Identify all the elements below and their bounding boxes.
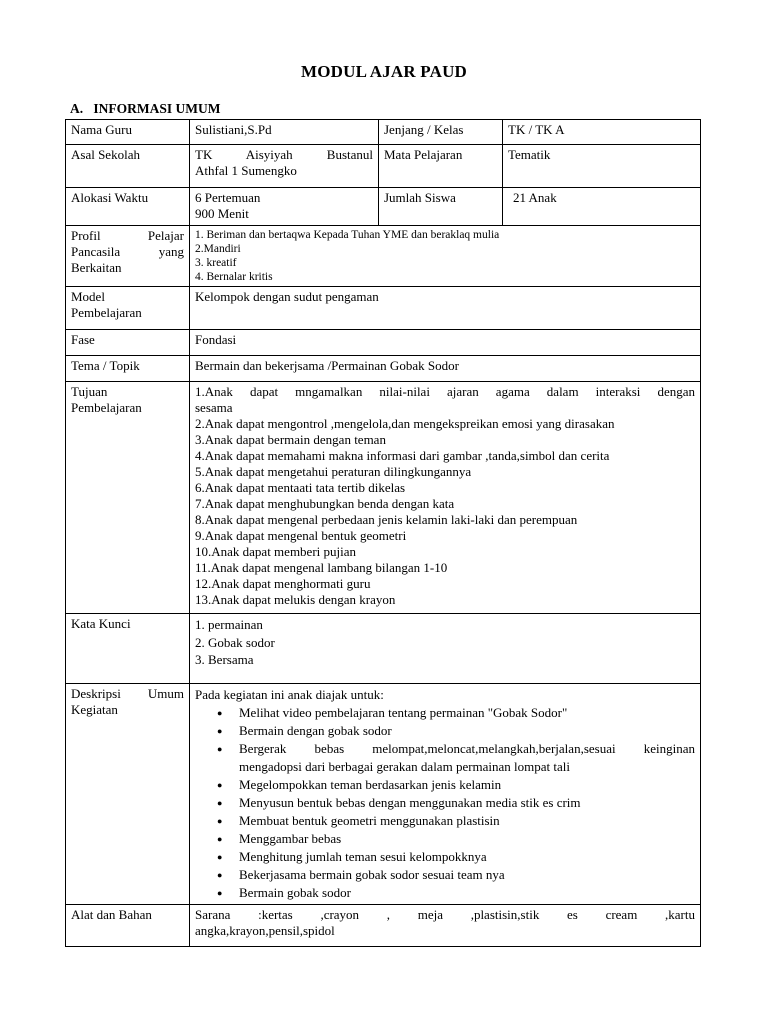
- tujuan-item: 9.Anak dapat mengenal bentuk geometri: [195, 528, 407, 543]
- row-alat-bahan: [66, 905, 701, 947]
- profil-item: 3. kreatif: [195, 257, 237, 269]
- value-asal-sekolah: [190, 145, 379, 188]
- label-deskripsi-line2: Kegiatan: [71, 702, 118, 717]
- label-asal-sekolah: Asal Sekolah: [66, 145, 190, 188]
- row-deskripsi: [66, 684, 701, 905]
- tujuan-item: 3.Anak dapat bermain dengan teman: [195, 432, 386, 447]
- deskripsi-list: [195, 704, 695, 902]
- row-fase: [66, 330, 701, 356]
- row-alokasi-waktu: [66, 188, 701, 226]
- tujuan-item: 5.Anak dapat mengetahui peraturan dilingkungannya: [195, 464, 472, 479]
- value-model: Kelompok dengan sudut pengaman: [190, 287, 701, 330]
- label-kata-kunci: Kata Kunci: [66, 614, 190, 684]
- list-item: ● Menggambar bebas: [239, 830, 695, 848]
- value-jumlah-siswa: 21 Anak: [503, 188, 701, 226]
- label-tema: Tema / Topik: [66, 356, 190, 382]
- value-tema: Bermain dan bekerjsama /Permainan Gobak Sodor: [190, 356, 701, 382]
- section-heading: [70, 101, 221, 117]
- tujuan-item: 13.Anak dapat melukis dengan krayon: [195, 592, 396, 607]
- label-profil-line3: Berkaitan: [71, 260, 122, 275]
- value-alokasi-waktu: [190, 188, 379, 226]
- tujuan-item: 7.Anak dapat menghubungkan benda dengan kata: [195, 496, 455, 511]
- value-nama-guru: Sulistiani,S.Pd: [190, 120, 379, 145]
- tujuan-item: 6.Anak dapat mentaati tata tertib dikelas: [195, 480, 406, 495]
- label-jenjang-kelas: Jenjang / Kelas: [379, 120, 503, 145]
- tujuan-item: 10.Anak dapat memberi pujian: [195, 544, 357, 559]
- label-model-line2: Pembelajaran: [71, 305, 142, 320]
- kata-kunci-item: 2. Gobak sodor: [195, 634, 275, 650]
- tujuan-item-cont: sesama: [195, 400, 233, 415]
- label-tujuan-line2: Pembelajaran: [71, 400, 142, 415]
- profil-item: 4. Bernalar kritis: [195, 271, 273, 283]
- list-item: ● Menyusun bentuk bebas dengan menggunakan media stik es crim: [239, 794, 695, 812]
- value-mata-pelajaran: Tematik: [503, 145, 701, 188]
- label-tujuan: [66, 382, 190, 614]
- value-alat-line1: Sarana :kertas ,crayon , meja ,plastisin,stik es cream ,kartu: [195, 907, 695, 922]
- row-model: [66, 287, 701, 330]
- label-model: [66, 287, 190, 330]
- label-deskripsi-line1: Deskripsi Umum: [71, 686, 184, 701]
- profil-item: 2.Mandiri: [195, 243, 241, 255]
- list-item: ● Megelompokkan teman berdasarkan jenis kelamin: [239, 776, 695, 794]
- info-table: [65, 119, 701, 947]
- tujuan-item: 12.Anak dapat menghormati guru: [195, 576, 371, 591]
- kata-kunci-item: 1. permainan: [195, 617, 263, 632]
- list-item: ● Bekerjasama bermain gobak sodor sesuai team nya: [239, 866, 695, 884]
- tujuan-item: 11.Anak dapat mengenal lambang bilangan 1-10: [195, 560, 448, 575]
- deskripsi-intro: Pada kegiatan ini anak diajak untuk:: [195, 687, 384, 702]
- label-model-line1: Model: [71, 289, 105, 304]
- value-alat-line2: angka,krayon,pensil,spidol: [195, 923, 335, 938]
- kata-kunci-item: 3. Bersama: [195, 652, 254, 667]
- row-asal-sekolah: [66, 145, 701, 188]
- section-label: INFORMASI UMUM: [93, 101, 221, 116]
- value-deskripsi: [190, 684, 701, 905]
- value-kata-kunci: [190, 614, 701, 684]
- value-alokasi-line2: 900 Menit: [195, 206, 249, 221]
- value-alokasi-line1: 6 Pertemuan: [195, 190, 261, 205]
- list-item: ● Bermain gobak sodor: [239, 884, 695, 902]
- list-item-line2: mengadopsi dari berbagai gerakan dalam permainan lompat tali: [239, 759, 571, 774]
- label-jumlah-siswa: Jumlah Siswa: [379, 188, 503, 226]
- label-profil-line2: Pancasila yang: [71, 244, 184, 259]
- label-profil-line1: Profil Pelajar: [71, 228, 184, 243]
- label-alat-bahan: Alat dan Bahan: [66, 905, 190, 947]
- label-mata-pelajaran: Mata Pelajaran: [379, 145, 503, 188]
- value-tujuan: [190, 382, 701, 614]
- label-deskripsi: [66, 684, 190, 905]
- tujuan-item: 2.Anak dapat mengontrol ,mengelola,dan mengekspreikan emosi yang dirasakan: [195, 416, 615, 431]
- profil-item: 1. Beriman dan bertaqwa Kepada Tuhan YME dan beraklaq mulia: [195, 229, 500, 241]
- label-profil-pelajar: [66, 226, 190, 287]
- list-item: ● Melihat video pembelajaran tentang permainan "Gobak Sodor": [239, 704, 695, 722]
- list-item: ● Menghitung jumlah teman sesui kelompokknya: [239, 848, 695, 866]
- tujuan-item: 1.Anak dapat mngamalkan nilai-nilai ajaran agama dalam interaksi dengan: [195, 384, 695, 399]
- value-profil-pelajar: [190, 226, 701, 287]
- row-tujuan: [66, 382, 701, 614]
- label-alokasi-waktu: Alokasi Waktu: [66, 188, 190, 226]
- label-fase: Fase: [66, 330, 190, 356]
- row-profil-pelajar: [66, 226, 701, 287]
- value-alat-bahan: [190, 905, 701, 947]
- row-nama-guru: [66, 120, 701, 145]
- value-jenjang-kelas: TK / TK A: [503, 120, 701, 145]
- list-item: [239, 740, 695, 776]
- document-title: MODUL AJAR PAUD: [300, 62, 468, 81]
- value-asal-sekolah-line2: Athfal 1 Sumengko: [195, 163, 297, 178]
- section-number: A.: [70, 101, 84, 116]
- tujuan-item: 8.Anak dapat mengenal perbedaan jenis kelamin laki-laki dan perempuan: [195, 512, 578, 527]
- tujuan-item: 4.Anak dapat memahami makna informasi dari gambar ,tanda,simbol dan cerita: [195, 448, 610, 463]
- row-kata-kunci: [66, 614, 701, 684]
- label-nama-guru: Nama Guru: [66, 120, 190, 145]
- list-item: ● Membuat bentuk geometri menggunakan plastisin: [239, 812, 695, 830]
- label-tujuan-line1: Tujuan: [71, 384, 108, 399]
- list-item-line1: ● Bergerak bebas melompat,meloncat,melangkah,berjalan,sesuai keinginan: [239, 741, 695, 756]
- row-tema: [66, 356, 701, 382]
- value-fase: Fondasi: [190, 330, 701, 356]
- list-item: ● Bermain dengan gobak sodor: [239, 722, 695, 740]
- value-asal-sekolah-line1: TK Aisyiyah Bustanul: [195, 147, 373, 162]
